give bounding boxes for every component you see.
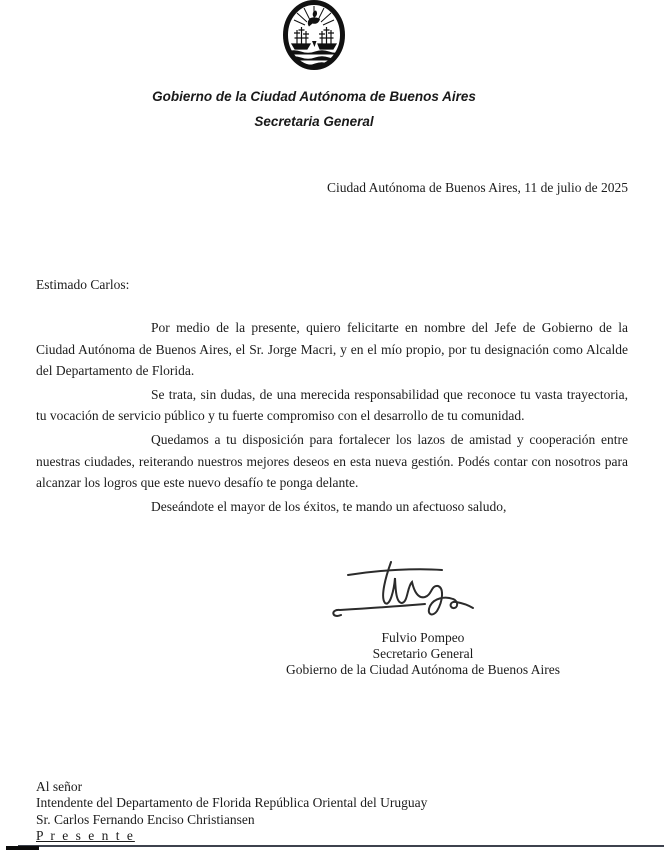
letterhead [0, 0, 628, 129]
dateline: Ciudad Autónoma de Buenos Aires, 11 de julio de 2025 [327, 180, 628, 195]
page-bottom-edge [18, 845, 664, 847]
recipient-block [36, 779, 427, 845]
recipient-line-2: Intendente del Departamento de Florida República Oriental del Uruguay [36, 795, 428, 811]
signer-title: Secretario General [372, 645, 474, 661]
paragraph-1: Por medio de la presente, quiero felicitarte en nombre del Jefe de Gobierno de la Ciudad Autónoma de Buenos Aires, el Sr. Jorge Macri, y en el mío propio, por tu designación como Alcalde del Departamento de Florida. [36, 320, 628, 379]
letterhead-org-name: Gobierno de la Ciudad Autónoma de Buenos Aires [152, 89, 476, 104]
letterhead-department: Secretaria General [254, 114, 374, 129]
signer-name: Fulvio Pompeo [381, 630, 465, 645]
page-bottom-edge-corner [6, 846, 39, 850]
paragraph-4: Deseándote el mayor de los éxitos, te mando un afectuoso saludo, [151, 498, 507, 514]
paragraph-2: Se trata, sin dudas, de una merecida responsabilidad que reconoce tu vasta trayectoria, tu vocación de servicio público y tu fuerte compromiso con el desarrollo de tu comunidad. [36, 386, 628, 424]
handwritten-signature [328, 552, 488, 630]
recipient-line-3: Sr. Carlos Fernando Enciso Christiansen [36, 811, 255, 827]
salutation: Estimado Carlos: [36, 277, 130, 292]
signature-block [220, 630, 626, 677]
recipient-line-1: Al señor [36, 779, 83, 794]
letter-body [36, 317, 628, 519]
recipient-presente: P r e s e n t e [36, 828, 135, 844]
paragraph-3: Quedamos a tu disposición para fortalecer los lazos de amistad y cooperación entre nuestras ciudades, reiterando nuestros mejores deseos en esta nueva gestión. Podés contar con nosotros para alcanzar los logros que este nuevo desafío te ponga delante. [36, 431, 628, 491]
coat-of-arms-icon [282, 0, 346, 70]
signer-org: Gobierno de la Ciudad Autónoma de Buenos Aires [285, 661, 561, 677]
